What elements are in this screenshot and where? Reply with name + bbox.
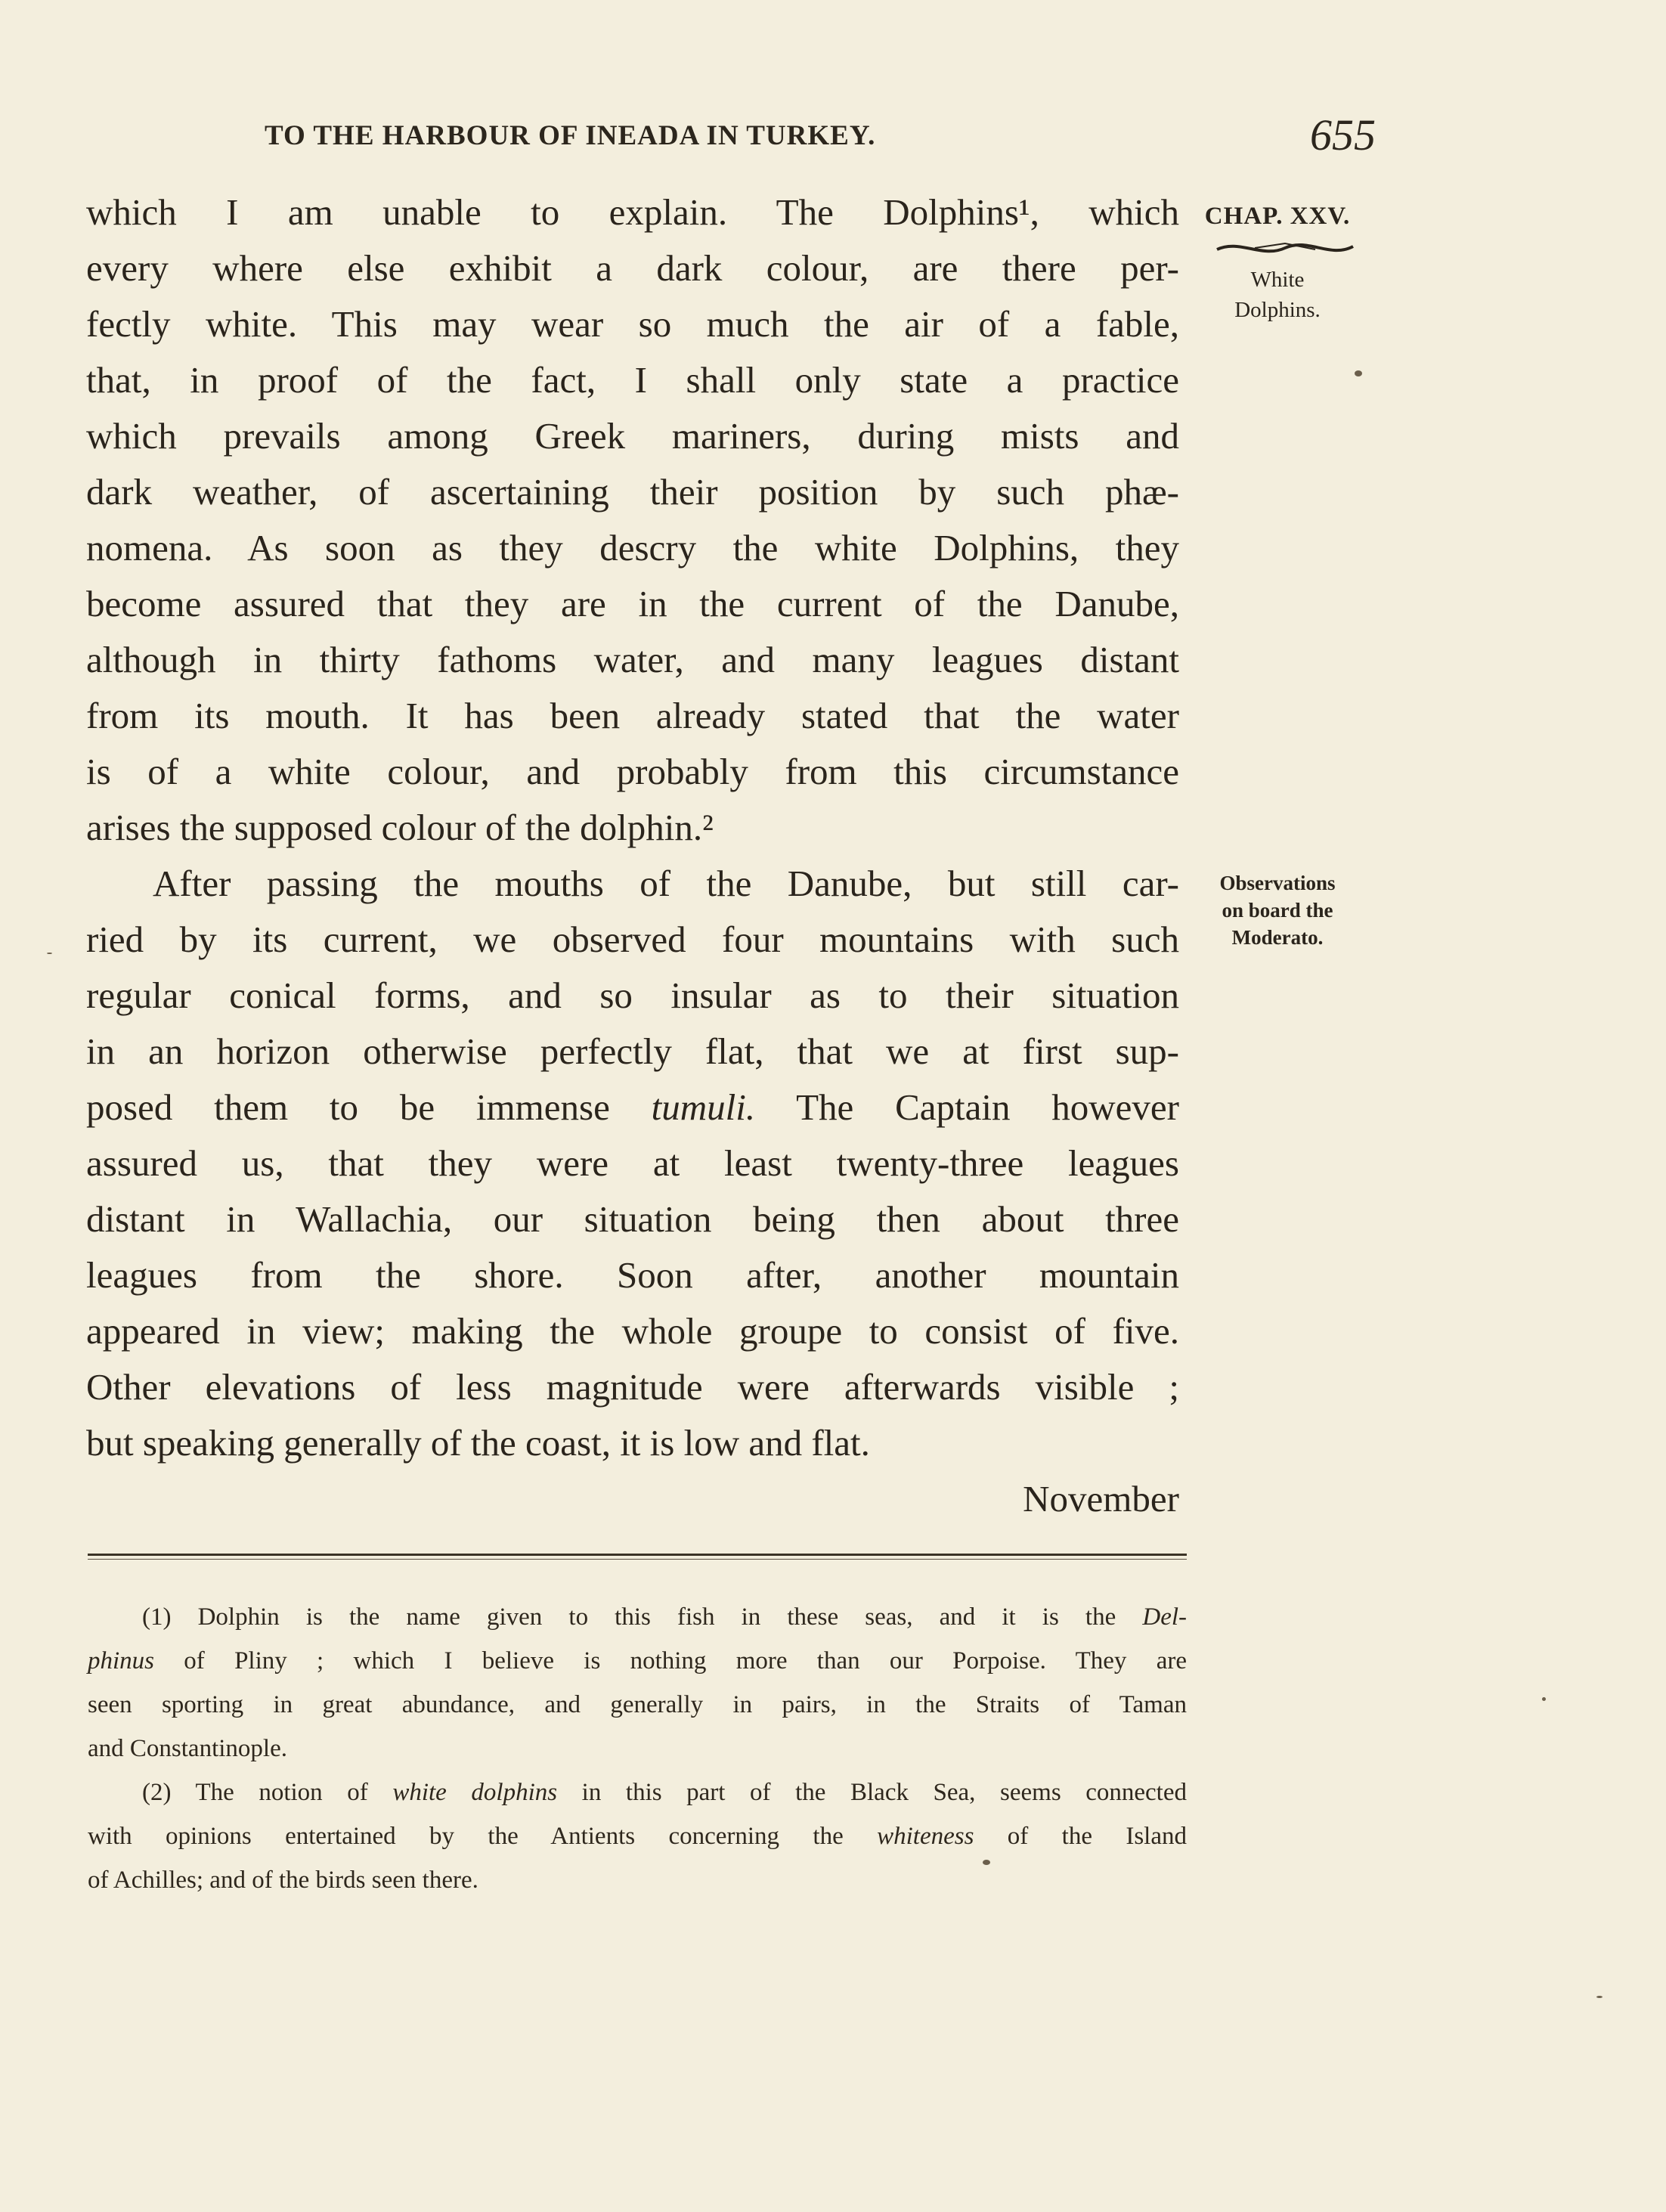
margin-note-line: on board the <box>1222 899 1333 922</box>
footnote-line: seen sporting in great abundance, and generally in pairs, in the Straits of Taman <box>88 1691 1187 1718</box>
text-line: appeared in view; making the whole groupe to consist of five. <box>86 1310 1179 1352</box>
footnote-line <box>88 1639 1187 1683</box>
italic-term: white dolphins <box>392 1779 558 1806</box>
margin-note-white-dolphins <box>1194 265 1361 325</box>
text-line: but speaking generally of the coast, it is low and flat. <box>86 1422 870 1464</box>
margin-note-line: Moderato. <box>1231 926 1324 949</box>
text-line: which prevails among Greek mariners, during mists and <box>86 415 1179 457</box>
text-line: from its mouth. It has been already stated that the water <box>86 695 1179 736</box>
text-line: is of a white colour, and probably from this circumstance <box>86 751 1179 792</box>
text-segment: posed them to be immense <box>86 1086 652 1128</box>
italic-term: phinus <box>88 1647 155 1674</box>
text-segment: of Pliny ; which I believe is nothing more than our Porpoise. They are <box>154 1647 1187 1674</box>
text-segment: (1) Dolphin is the name given to this fish in these seas, and it is the <box>142 1603 1143 1631</box>
italic-term: tumuli. <box>651 1086 756 1128</box>
text-line: leagues from the shore. Soon after, another mountain <box>86 1254 1179 1296</box>
speck <box>47 953 52 954</box>
footnote-rule-thin <box>88 1559 1187 1560</box>
footnote-line: of Achilles; and of the birds seen there. <box>88 1867 478 1894</box>
text-line: become assured that they are in the current of the Danube, <box>86 583 1179 624</box>
speck <box>1596 1996 1603 1998</box>
text-line: that, in proof of the fact, I shall only state a practice <box>86 359 1179 401</box>
text-line: distant in Wallachia, our situation being then about three <box>86 1198 1179 1240</box>
chapter-label: CHAP. XXV. <box>1204 203 1351 230</box>
text-line: every where else exhibit a dark colour, are there per- <box>86 247 1179 289</box>
speck <box>983 1860 990 1865</box>
footnote-rule <box>88 1554 1187 1556</box>
text-segment: in this part of the Black Sea, seems connected <box>557 1779 1187 1806</box>
text-line: which I am unable to explain. The Dolphins¹, which <box>86 191 1179 233</box>
margin-note-line: White <box>1250 268 1305 292</box>
text-line: Other elevations of less magnitude were afterwards visible ; <box>86 1366 1179 1408</box>
catchword: November <box>1023 1478 1179 1520</box>
italic-term: Del- <box>1142 1603 1187 1631</box>
text-line: dark weather, of ascertaining their position by such phæ- <box>86 471 1179 513</box>
page-number: 655 <box>1310 110 1376 160</box>
ornament-icon <box>1209 236 1361 262</box>
footnote-line <box>88 1595 1187 1639</box>
running-title: TO THE HARBOUR OF INEADA IN TURKEY. <box>265 120 876 151</box>
body-text <box>86 184 1179 1527</box>
margin-note-line: Dolphins. <box>1234 298 1321 322</box>
text-line: ried by its current, we observed four mountains with such <box>86 919 1179 960</box>
text-segment: of the Island <box>974 1823 1187 1850</box>
text-line: assured us, that they were at least twenty-three leagues <box>86 1142 1179 1184</box>
text-line: regular conical forms, and so insular as to their situation <box>86 974 1179 1016</box>
footnotes <box>88 1595 1187 1902</box>
text-segment: with opinions entertained by the Antients concerning the <box>88 1823 878 1850</box>
margin-note-observations <box>1194 869 1361 951</box>
text-segment: (2) The notion of <box>142 1779 393 1806</box>
footnote-line <box>88 1814 1187 1858</box>
text-line: nomena. As soon as they descry the white Dolphins, they <box>86 527 1179 568</box>
text-line <box>86 1080 1179 1135</box>
text-line: fectly white. This may wear so much the air of a fable, <box>86 303 1179 345</box>
text-line: in an horizon otherwise perfectly flat, that we at first sup- <box>86 1030 1179 1072</box>
text-segment: The Captain however <box>755 1086 1179 1128</box>
margin-note-line: Observations <box>1219 872 1336 894</box>
text-line: arises the supposed colour of the dolphin.² <box>86 807 714 848</box>
speck <box>1355 370 1362 376</box>
text-line: After passing the mouths of the Danube, but still car- <box>153 863 1179 904</box>
footnote-line <box>88 1771 1187 1814</box>
footnote-line: and Constantinople. <box>88 1735 287 1762</box>
text-line: although in thirty fathoms water, and many leagues distant <box>86 639 1179 680</box>
speck <box>1542 1697 1546 1701</box>
italic-term: whiteness <box>877 1823 974 1850</box>
